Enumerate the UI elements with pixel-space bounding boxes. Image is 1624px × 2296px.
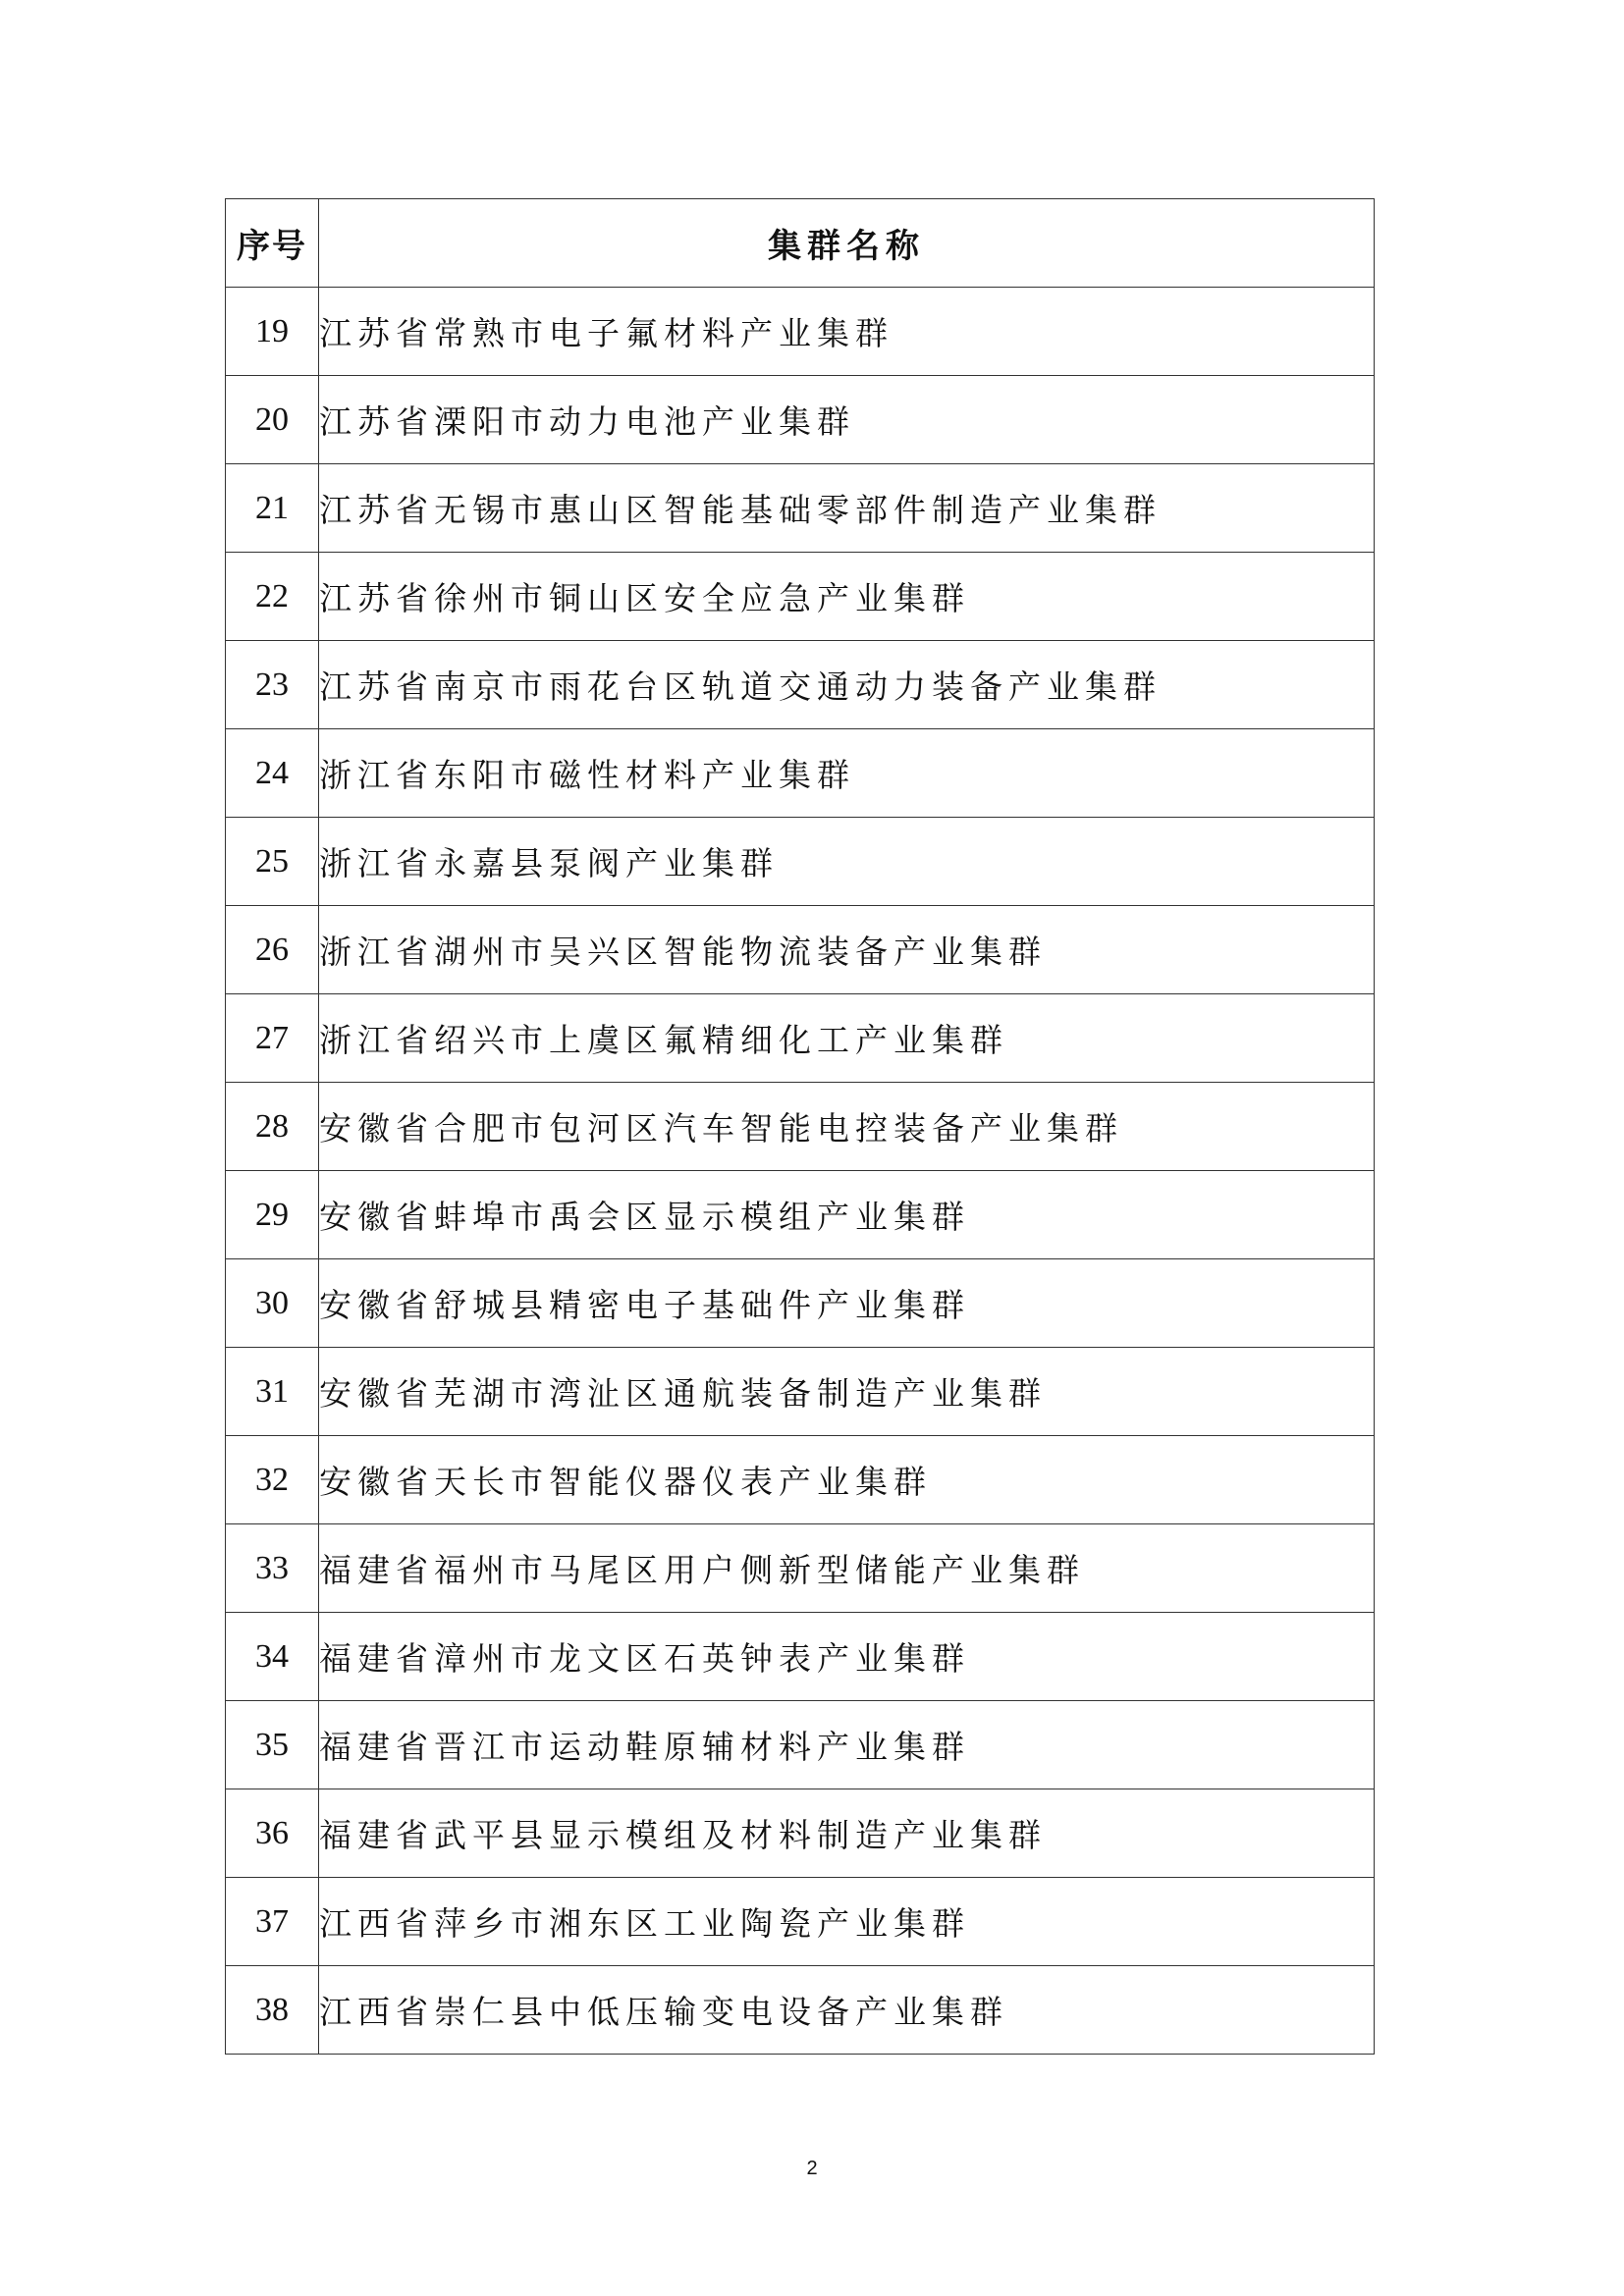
row-cluster-name: 浙江省湖州市吴兴区智能物流装备产业集群: [319, 906, 1375, 994]
table-row: [226, 553, 1375, 641]
row-number: 29: [226, 1171, 319, 1259]
table-row: [226, 376, 1375, 464]
table-row: [226, 641, 1375, 729]
row-cluster-name: 福建省福州市马尾区用户侧新型储能产业集群: [319, 1524, 1375, 1613]
row-number: 36: [226, 1789, 319, 1878]
table-row: [226, 1966, 1375, 2055]
row-number: 21: [226, 464, 319, 553]
table-row: [226, 1524, 1375, 1613]
row-number: 26: [226, 906, 319, 994]
row-number: 24: [226, 729, 319, 818]
table-body: [226, 288, 1375, 2055]
table-row: [226, 1878, 1375, 1966]
table-row: [226, 1613, 1375, 1701]
table-header: [226, 199, 1375, 288]
table-row: [226, 464, 1375, 553]
row-number: 28: [226, 1083, 319, 1171]
table-row: [226, 1348, 1375, 1436]
row-cluster-name: 福建省晋江市运动鞋原辅材料产业集群: [319, 1701, 1375, 1789]
row-cluster-name: 福建省漳州市龙文区石英钟表产业集群: [319, 1613, 1375, 1701]
row-number: 35: [226, 1701, 319, 1789]
row-number: 33: [226, 1524, 319, 1613]
row-cluster-name: 福建省武平县显示模组及材料制造产业集群: [319, 1789, 1375, 1878]
header-row: [226, 199, 1375, 288]
row-cluster-name: 安徽省合肥市包河区汽车智能电控装备产业集群: [319, 1083, 1375, 1171]
table-row: [226, 1171, 1375, 1259]
table-row: [226, 1083, 1375, 1171]
table-row: [226, 1789, 1375, 1878]
row-cluster-name: 江苏省常熟市电子氟材料产业集群: [319, 288, 1375, 376]
row-number: 22: [226, 553, 319, 641]
row-cluster-name: 安徽省舒城县精密电子基础件产业集群: [319, 1259, 1375, 1348]
row-cluster-name: 江苏省无锡市惠山区智能基础零部件制造产业集群: [319, 464, 1375, 553]
row-number: 34: [226, 1613, 319, 1701]
table-row: [226, 1701, 1375, 1789]
table-row: [226, 729, 1375, 818]
row-number: 20: [226, 376, 319, 464]
row-cluster-name: 浙江省永嘉县泵阀产业集群: [319, 818, 1375, 906]
table-row: [226, 1436, 1375, 1524]
row-number: 38: [226, 1966, 319, 2055]
header-number: 序号: [226, 199, 319, 288]
row-number: 32: [226, 1436, 319, 1524]
row-cluster-name: 江苏省徐州市铜山区安全应急产业集群: [319, 553, 1375, 641]
row-cluster-name: 安徽省芜湖市湾沚区通航装备制造产业集群: [319, 1348, 1375, 1436]
row-number: 37: [226, 1878, 319, 1966]
row-cluster-name: 江苏省溧阳市动力电池产业集群: [319, 376, 1375, 464]
row-cluster-name: 安徽省天长市智能仪器仪表产业集群: [319, 1436, 1375, 1524]
row-number: 30: [226, 1259, 319, 1348]
row-cluster-name: 江苏省南京市雨花台区轨道交通动力装备产业集群: [319, 641, 1375, 729]
header-cluster-name: 集群名称: [319, 199, 1375, 288]
row-cluster-name: 安徽省蚌埠市禹会区显示模组产业集群: [319, 1171, 1375, 1259]
table-row: [226, 1259, 1375, 1348]
cluster-list-table: [225, 198, 1375, 2055]
row-number: 25: [226, 818, 319, 906]
table-row: [226, 288, 1375, 376]
table-row: [226, 906, 1375, 994]
row-cluster-name: 浙江省绍兴市上虞区氟精细化工产业集群: [319, 994, 1375, 1083]
row-cluster-name: 浙江省东阳市磁性材料产业集群: [319, 729, 1375, 818]
page-number: 2: [806, 2158, 818, 2179]
row-number: 23: [226, 641, 319, 729]
row-number: 19: [226, 288, 319, 376]
table-row: [226, 994, 1375, 1083]
row-number: 27: [226, 994, 319, 1083]
row-number: 31: [226, 1348, 319, 1436]
row-cluster-name: 江西省崇仁县中低压输变电设备产业集群: [319, 1966, 1375, 2055]
table-row: [226, 818, 1375, 906]
row-cluster-name: 江西省萍乡市湘东区工业陶瓷产业集群: [319, 1878, 1375, 1966]
